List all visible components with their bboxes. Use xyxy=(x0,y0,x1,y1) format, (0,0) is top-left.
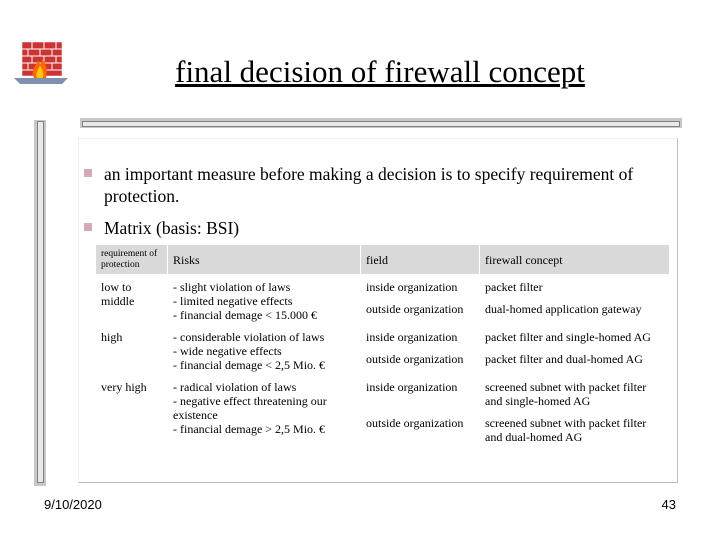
field-cell: outside organization xyxy=(361,412,480,448)
page-number: 43 xyxy=(661,497,676,512)
concept-cell: screened subnet with packet filter and dual-homed AG xyxy=(480,412,670,448)
concept-cell: screened subnet with packet filter and single-homed AG xyxy=(480,376,670,412)
bullet-item xyxy=(104,217,644,239)
header-firewall-concept: firewall concept xyxy=(480,245,670,276)
protection-matrix-table xyxy=(95,244,670,448)
page-title: final decision of firewall concept xyxy=(175,54,585,89)
table-header-row xyxy=(96,245,670,276)
field-cell: outside organization xyxy=(361,298,480,326)
header-risks: Risks xyxy=(168,245,361,276)
risks-cell: - radical violation of laws - negative effect threatening our existence - financial demage > 2,5 Mio. € xyxy=(168,376,361,448)
title-rule xyxy=(82,121,680,127)
risks-cell: - slight violation of laws - limited negative effects - financial demage < 15.000 € xyxy=(168,275,361,326)
firewall-brick-fire-icon xyxy=(12,38,70,86)
bullet-text: an important measure before making a decision is to specify requirement of protection. xyxy=(104,164,634,206)
table-row xyxy=(96,275,670,298)
concept-cell: packet filter and dual-homed AG xyxy=(480,348,670,376)
table-row xyxy=(96,326,670,348)
field-cell: inside organization xyxy=(361,376,480,412)
square-bullet-icon xyxy=(84,223,92,231)
header-field: field xyxy=(361,245,480,276)
level-cell: high xyxy=(96,326,168,376)
square-bullet-icon xyxy=(84,169,92,177)
concept-cell: packet filter xyxy=(480,275,670,298)
field-cell: inside organization xyxy=(361,326,480,348)
concept-cell: dual-homed application gateway xyxy=(480,298,670,326)
slide-date: 9/10/2020 xyxy=(44,497,102,512)
level-cell: low to middle xyxy=(96,275,168,326)
level-cell: very high xyxy=(96,376,168,448)
side-bar xyxy=(37,121,44,483)
field-cell: inside organization xyxy=(361,275,480,298)
risks-cell: - considerable violation of laws - wide negative effects - financial demage < 2,5 Mio. € xyxy=(168,326,361,376)
header-requirement: requirement of protection xyxy=(96,245,168,276)
concept-cell: packet filter and single-homed AG xyxy=(480,326,670,348)
bullet-text: Matrix (basis: BSI) xyxy=(104,218,240,238)
bullet-item xyxy=(104,163,644,207)
table-row xyxy=(96,376,670,412)
field-cell: outside organization xyxy=(361,348,480,376)
